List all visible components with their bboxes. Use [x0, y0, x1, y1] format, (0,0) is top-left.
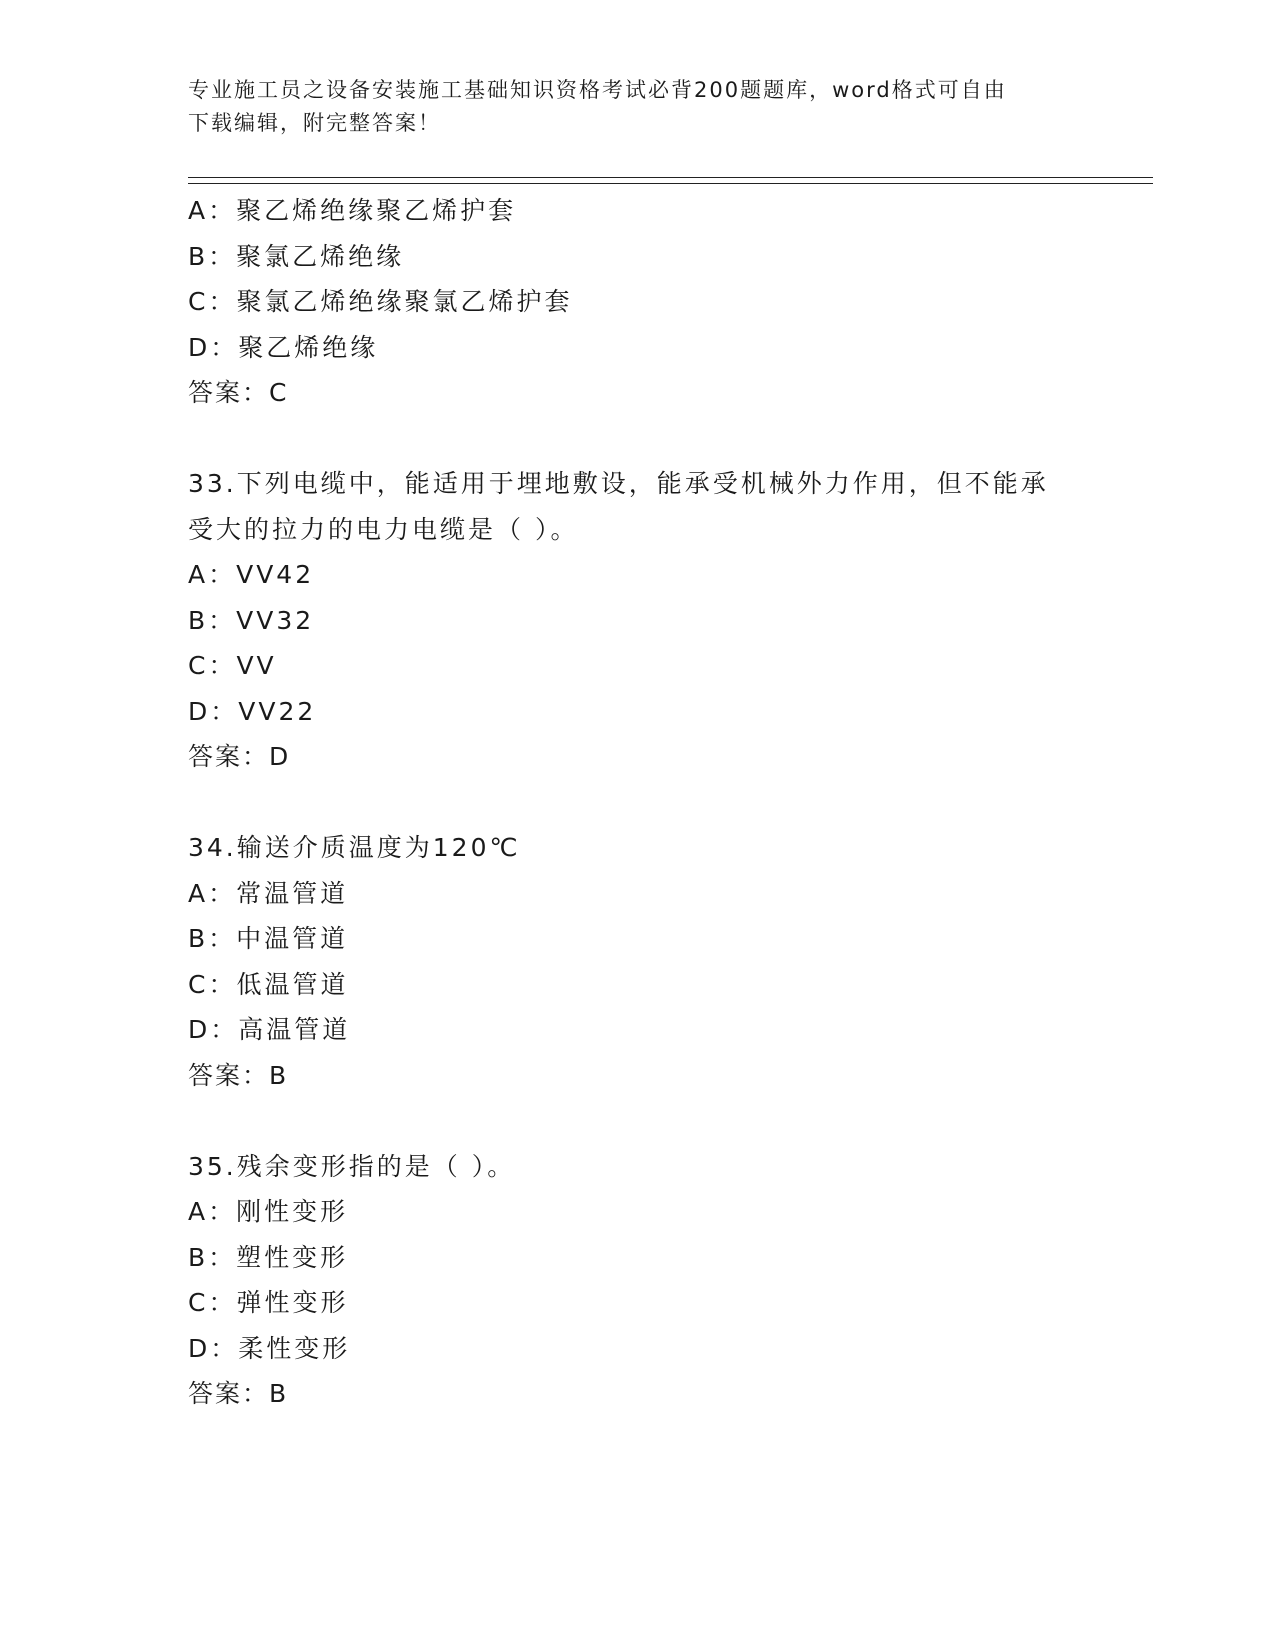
answer: 答案：B — [188, 1379, 289, 1408]
header-title-line-1: 专业施工员之设备安装施工基础知识资格考试必背200题题库，word格式可自由 — [188, 78, 1007, 102]
question-32 — [188, 188, 1153, 416]
option-a: A：聚乙烯绝缘聚乙烯护套 — [188, 196, 517, 225]
question-stem: 34.输送介质温度为120℃ — [188, 833, 521, 862]
option-b: B：中温管道 — [188, 924, 349, 953]
option-b: B：VV32 — [188, 605, 315, 635]
option-d: D：聚乙烯绝缘 — [188, 332, 379, 362]
option-b: B：聚氯乙烯绝缘 — [188, 241, 405, 271]
option-d: D：VV22 — [188, 696, 317, 726]
option-c: C：弹性变形 — [188, 1288, 349, 1317]
answer: 答案：D — [188, 742, 291, 771]
question-stem-line-2: 受大的拉力的电力电缆是（ ）。 — [188, 514, 579, 544]
option-d: D：柔性变形 — [188, 1333, 351, 1363]
option-b: B：塑性变形 — [188, 1242, 349, 1272]
question-33 — [188, 461, 1153, 780]
option-c: C：VV — [188, 651, 277, 680]
option-a: A：刚性变形 — [188, 1197, 349, 1226]
answer: 答案：B — [188, 1060, 289, 1090]
option-a: A：VV42 — [188, 560, 315, 589]
question-list — [188, 188, 1153, 1417]
header-title-line-2: 下载编辑，附完整答案！ — [188, 111, 441, 135]
option-d: D：高温管道 — [188, 1015, 351, 1044]
question-34 — [188, 825, 1153, 1098]
answer: 答案：C — [188, 378, 289, 407]
document-header — [188, 74, 1088, 140]
question-stem-line-1: 33.下列电缆中，能适用于埋地敷设，能承受机械外力作用，但不能承 — [188, 469, 1049, 498]
question-35 — [188, 1144, 1153, 1417]
question-stem: 35.残余变形指的是（ ）。 — [188, 1151, 516, 1181]
option-c: C：聚氯乙烯绝缘聚氯乙烯护套 — [188, 287, 573, 316]
option-c: C：低温管道 — [188, 969, 349, 999]
option-a: A：常温管道 — [188, 878, 349, 908]
header-divider — [188, 177, 1153, 184]
